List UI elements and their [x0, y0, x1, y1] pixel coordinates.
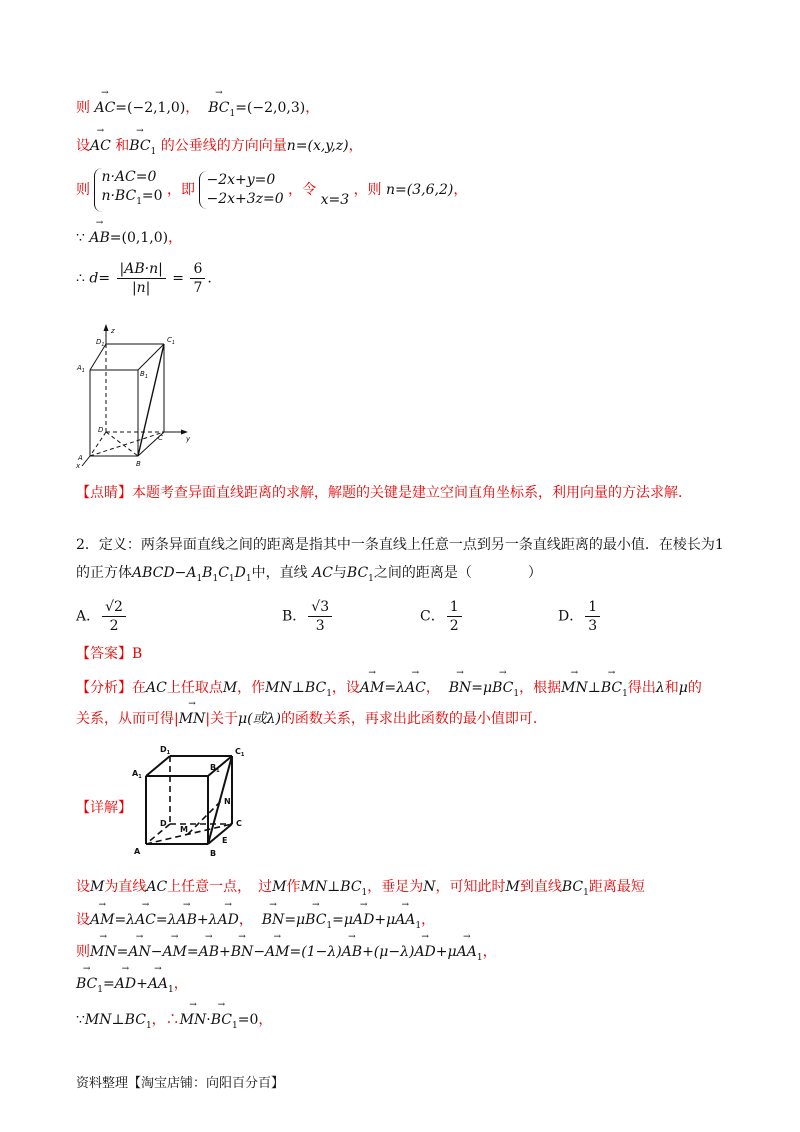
detail-tag: 【详解】 — [76, 800, 132, 816]
detail-line-1: 设M为直线AC上任意一点， 过M作$MN\perp BC_1$，垂足为N，可知此时M到直线$BC_1$距离最短 — [76, 879, 645, 898]
dianjing-tag: 【点睛】 — [76, 485, 132, 501]
svg-text:D1: $D_1$ — [160, 745, 171, 756]
svg-text:C: C — [236, 819, 242, 828]
svg-text:A: A — [78, 454, 83, 462]
formula-line-2: 设→ AC 和→ $BC_1$ 的公垂线的方向向量n=(x,y,z)， — [76, 134, 363, 157]
analysis-line-1: 【分析】在AC上任取点M，作$MN\perp BC_1$，设→ AM=λ→ AC， → $BN=\mu\to BC_1$，根据→ MN⊥→ $BC_1$得出λ和μ的 — [76, 676, 702, 699]
equation-system-2: −2x+y=0 −2x+3z=0 — [199, 171, 283, 209]
svg-text:A1: $A_1$ — [132, 769, 142, 780]
svg-text:D: D — [160, 819, 167, 828]
svg-text:z: z — [111, 327, 115, 335]
formula-line-1: 则 → AC=(−2,1,0)， → $BC_1=(-2,0,3)$， — [76, 96, 319, 119]
analysis-line-2: 关系，从而可得|→ MN|关于μ(或λ)的函数关系，再求出此函数的最小值即可. — [76, 707, 537, 728]
svg-text:C: C — [158, 434, 163, 442]
question-2-line-2: 的正方体$ABCD-A_1B_1C_1D_1$中，直线 AC与$BC_1$之间的距离是（ ） — [76, 565, 542, 584]
svg-text:B: B — [210, 849, 217, 858]
page-footer: 资料整理【淘宝店铺：向阳百分百】 — [76, 1076, 285, 1091]
svg-text:M: M — [180, 825, 188, 834]
detail-line-4: → $BC_1=\to AD+\to AA_1$， — [76, 972, 188, 995]
detail-line-3: 则→ $MN=\to AN-\to AM=\to AB+\to BN-\to AM=(1-\lambda)\to AB+(\mu-\lambda)\to AD+\mu\to AA_1$， — [76, 940, 497, 963]
option-a[interactable]: A． $\frac{√2}{2}$ — [76, 598, 128, 635]
distance-formula: ∴ d= $\frac{|AB\cdot n|}{|n|}$ = $\frac{6}{7}$ . — [76, 261, 212, 296]
answer-tag: 【答案】 — [76, 646, 132, 662]
svg-text:D1: $D_1$ — [96, 338, 105, 348]
svg-text:B1: $B_1$ — [140, 370, 148, 380]
dianjing-note: 【点睛】本题考查异面直线距离的求解，解题的关键是建立空间直角坐标系，利用向量的方法求解. — [76, 485, 683, 501]
analysis-tag: 【分析】 — [76, 680, 132, 696]
option-d[interactable]: D． $\frac{1}{3}$ — [558, 598, 602, 635]
detail-line-2: 设→ AM=λ→ AC=λ→ AB+λ→ AD， → $BN=\mu\to BC_1=\mu\to AD+\mu\to AA_1$， — [76, 908, 435, 931]
svg-text:C1: $C_1$ — [167, 336, 176, 346]
svg-text:x: x — [76, 462, 81, 470]
option-b[interactable]: B． $\frac{√3}{3}$ — [282, 598, 334, 635]
svg-text:A1: $A_1$ — [77, 364, 85, 374]
formula-line-3: 则 n·AC=0 $n\cdot BC_1=0$ ，即 −2x+y=0 −2x+3z=0 ，令 x=3 ，则 n=(3,6,2)， — [76, 168, 467, 212]
svg-text:B1: $B_1$ — [210, 763, 220, 774]
svg-text:y: y — [186, 435, 191, 443]
svg-text:B: B — [136, 460, 141, 468]
question-2-line-1: 2．定义：两条异面直线之间的距离是指其中一条直线上任意一点到另一条直线距离的最小值．在棱长为1 — [76, 537, 724, 553]
svg-text:N: N — [224, 797, 231, 806]
formula-line-4: ∵ → AB=(0,1,0)， — [76, 226, 182, 247]
option-c[interactable]: C． $\frac{1}{2}$ — [420, 598, 464, 635]
svg-text:C1: $C_1$ — [235, 747, 245, 758]
cube-diagram-mn — [130, 740, 260, 860]
equation-system-1: n·AC=0 $n\cdot BC_1=0$ — [94, 168, 162, 212]
detail-line-5: $\because MN\perp BC_1$，∴→ $MN\cdot\to BC_1=0$， — [76, 1008, 272, 1031]
svg-text:E: E — [222, 836, 228, 845]
answer-line: 【答案】B — [76, 646, 143, 662]
svg-text:D: D — [98, 426, 104, 434]
cube-diagram-coordinate — [74, 322, 204, 472]
svg-text:A: A — [134, 847, 141, 856]
